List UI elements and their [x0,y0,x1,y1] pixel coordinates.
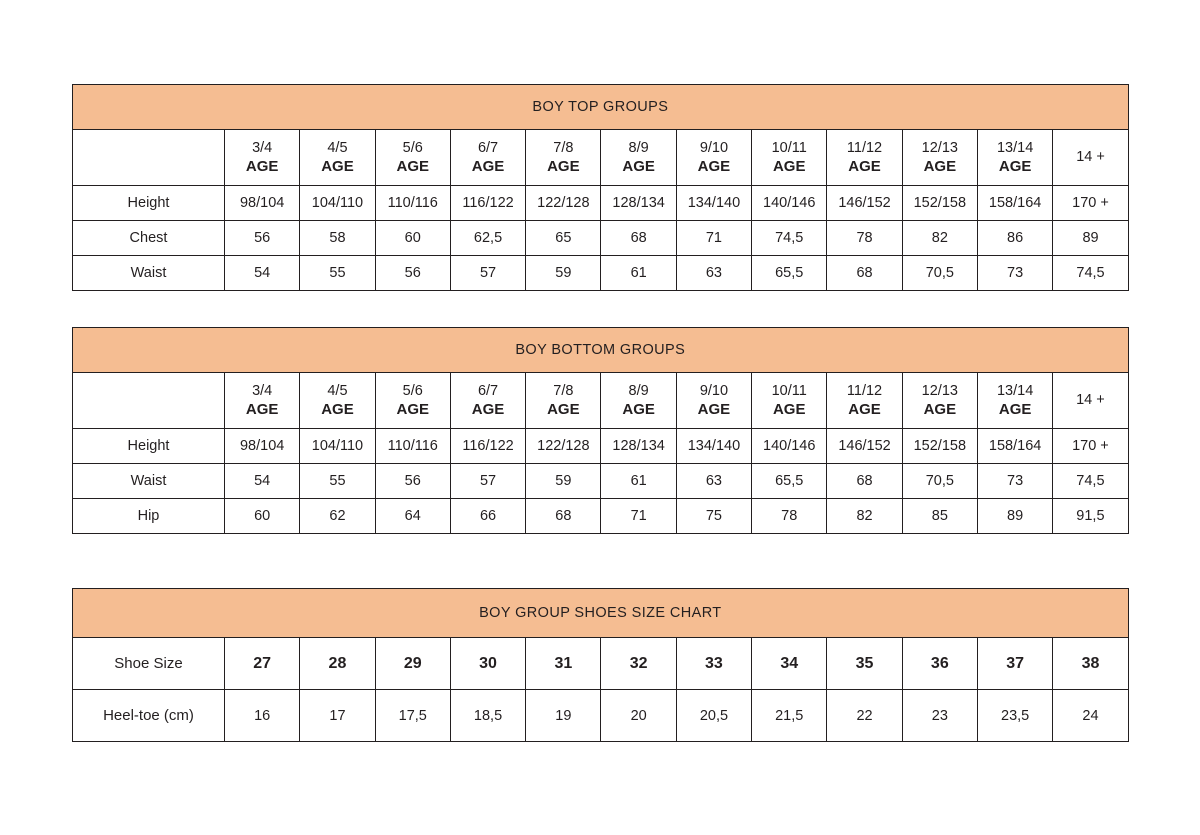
data-cell: 62,5 [450,221,525,256]
data-cell: 28 [300,638,375,690]
data-cell: 60 [225,499,300,534]
data-cell: 23 [902,690,977,742]
column-unit: AGE [697,401,731,419]
data-cell: 57 [450,256,525,291]
row-label: Shoe Size [73,638,225,690]
column-header [902,130,977,186]
table-row [73,638,1129,690]
column-unit: AGE [471,158,505,176]
data-cell: 66 [450,499,525,534]
data-cell: 122/128 [526,186,601,221]
size-chart-page [72,84,1128,742]
data-cell: 68 [827,256,902,291]
data-cell: 98/104 [225,186,300,221]
data-cell: 89 [1053,221,1128,256]
data-cell: 21,5 [752,690,827,742]
data-cell: 74,5 [1053,464,1128,499]
column-unit: AGE [772,158,806,176]
column-header [300,373,375,429]
column-size: 10/11 [771,139,807,156]
data-cell: 71 [601,499,676,534]
data-cell: 31 [526,638,601,690]
table-boy-group-shoes-size-chart [72,588,1129,742]
data-cell: 70,5 [902,464,977,499]
column-header [1053,373,1128,429]
column-size: 10/11 [771,382,807,399]
column-unit: AGE [923,158,957,176]
column-unit: AGE [998,158,1032,176]
table-row [73,429,1129,464]
data-cell: 55 [300,464,375,499]
column-size: 14 + [1076,149,1105,166]
column-size: 6/7 [477,382,499,399]
data-cell: 104/110 [300,186,375,221]
data-cell: 68 [601,221,676,256]
data-cell: 65,5 [752,464,827,499]
column-header [526,373,601,429]
data-cell: 55 [300,256,375,291]
header-corner-cell [73,373,225,429]
data-cell: 17 [300,690,375,742]
data-cell: 140/146 [752,186,827,221]
table-row [73,256,1129,291]
table-row [73,221,1129,256]
column-header [752,130,827,186]
data-cell: 33 [676,638,751,690]
data-cell: 152/158 [902,429,977,464]
column-unit: AGE [547,401,580,419]
data-cell: 73 [977,464,1052,499]
data-cell: 89 [977,499,1052,534]
column-size: 7/8 [553,382,574,399]
column-size: 5/6 [402,139,423,156]
column-header [601,130,676,186]
data-cell: 70,5 [902,256,977,291]
data-cell: 54 [225,256,300,291]
data-cell: 54 [225,464,300,499]
data-cell: 86 [977,221,1052,256]
column-unit: AGE [622,158,655,176]
header-corner-cell [73,130,225,186]
data-cell: 122/128 [526,429,601,464]
column-header [450,130,525,186]
table-boy-bottom-groups [72,327,1129,534]
data-cell: 36 [902,638,977,690]
table-title-row [73,328,1129,373]
column-unit: AGE [547,158,580,176]
data-cell: 18,5 [450,690,525,742]
table-header-row [73,373,1129,429]
data-cell: 75 [676,499,751,534]
data-cell: 56 [225,221,300,256]
row-label: Hip [73,499,225,534]
column-header [375,130,450,186]
data-cell: 140/146 [752,429,827,464]
data-cell: 17,5 [375,690,450,742]
column-header [375,373,450,429]
data-cell: 60 [375,221,450,256]
column-size: 6/7 [477,139,499,156]
column-size: 4/5 [327,139,348,156]
data-cell: 82 [902,221,977,256]
table-row [73,464,1129,499]
column-size: 4/5 [327,382,348,399]
column-header [827,373,902,429]
column-size: 13/14 [996,139,1034,156]
column-header [450,373,525,429]
data-cell: 61 [601,464,676,499]
data-cell: 68 [827,464,902,499]
column-header [225,373,300,429]
data-cell: 19 [526,690,601,742]
table-spacer [72,534,1128,588]
column-header [902,373,977,429]
data-cell: 65 [526,221,601,256]
data-cell: 78 [827,221,902,256]
data-cell: 65,5 [752,256,827,291]
table-title-row [73,589,1129,638]
data-cell: 23,5 [977,690,1052,742]
data-cell: 63 [676,464,751,499]
data-cell: 20,5 [676,690,751,742]
column-size: 13/14 [996,382,1034,399]
row-label: Heel-toe (cm) [73,690,225,742]
column-header [977,130,1052,186]
column-size: 9/10 [699,139,729,156]
data-cell: 20 [601,690,676,742]
column-size: 12/13 [921,382,958,399]
data-cell: 32 [601,638,676,690]
data-cell: 116/122 [450,429,525,464]
table-boy-top-groups [72,84,1129,291]
data-cell: 85 [902,499,977,534]
data-cell: 78 [752,499,827,534]
column-size: 11/12 [846,382,883,399]
column-header [225,130,300,186]
column-unit: AGE [772,401,806,419]
data-cell: 38 [1053,638,1128,690]
data-cell: 134/140 [676,186,751,221]
column-size: 14 + [1076,392,1105,409]
data-cell: 74,5 [752,221,827,256]
column-size: 8/9 [628,139,649,156]
column-unit: AGE [321,158,354,176]
row-label: Height [73,186,225,221]
table-title: BOY GROUP SHOES SIZE CHART [73,589,1129,638]
table-title-row [73,85,1129,130]
column-header [827,130,902,186]
data-cell: 152/158 [902,186,977,221]
data-cell: 34 [752,638,827,690]
column-unit: AGE [245,401,279,419]
table-title: BOY BOTTOM GROUPS [73,328,1129,373]
column-unit: AGE [923,401,957,419]
data-cell: 134/140 [676,429,751,464]
data-cell: 158/164 [977,186,1052,221]
column-size: 5/6 [402,382,423,399]
data-cell: 63 [676,256,751,291]
column-header [526,130,601,186]
data-cell: 30 [450,638,525,690]
column-size: 7/8 [553,139,574,156]
data-cell: 64 [375,499,450,534]
column-header [601,373,676,429]
table-row [73,499,1129,534]
data-cell: 71 [676,221,751,256]
data-cell: 128/134 [601,429,676,464]
column-header [1053,130,1128,186]
data-cell: 128/134 [601,186,676,221]
column-size: 3/4 [252,382,273,399]
data-cell: 82 [827,499,902,534]
column-size: 8/9 [628,382,649,399]
data-cell: 35 [827,638,902,690]
data-cell: 61 [601,256,676,291]
column-unit: AGE [471,401,505,419]
data-cell: 16 [225,690,300,742]
data-cell: 146/152 [827,186,902,221]
data-cell: 146/152 [827,429,902,464]
column-size: 12/13 [921,139,958,156]
column-header [676,373,751,429]
column-unit: AGE [848,401,881,419]
data-cell: 59 [526,464,601,499]
data-cell: 110/116 [375,186,450,221]
data-cell: 29 [375,638,450,690]
column-unit: AGE [848,158,881,176]
data-cell: 158/164 [977,429,1052,464]
data-cell: 59 [526,256,601,291]
data-cell: 91,5 [1053,499,1128,534]
column-header [977,373,1052,429]
data-cell: 98/104 [225,429,300,464]
data-cell: 37 [977,638,1052,690]
column-unit: AGE [321,401,354,419]
column-unit: AGE [697,158,731,176]
column-size: 3/4 [252,139,273,156]
column-header [300,130,375,186]
data-cell: 24 [1053,690,1128,742]
row-label: Chest [73,221,225,256]
column-unit: AGE [622,401,655,419]
column-header [752,373,827,429]
data-cell: 116/122 [450,186,525,221]
table-row [73,690,1129,742]
data-cell: 110/116 [375,429,450,464]
table-spacer [72,291,1128,327]
data-cell: 170 + [1053,429,1128,464]
data-cell: 57 [450,464,525,499]
row-label: Waist [73,256,225,291]
data-cell: 27 [225,638,300,690]
column-unit: AGE [396,401,429,419]
row-label: Waist [73,464,225,499]
data-cell: 56 [375,256,450,291]
data-cell: 58 [300,221,375,256]
column-size: 9/10 [699,382,729,399]
table-title: BOY TOP GROUPS [73,85,1129,130]
data-cell: 73 [977,256,1052,291]
data-cell: 68 [526,499,601,534]
table-header-row [73,130,1129,186]
data-cell: 56 [375,464,450,499]
column-unit: AGE [245,158,279,176]
data-cell: 170 + [1053,186,1128,221]
column-unit: AGE [998,401,1032,419]
data-cell: 74,5 [1053,256,1128,291]
data-cell: 22 [827,690,902,742]
column-unit: AGE [396,158,429,176]
column-size: 11/12 [846,139,883,156]
data-cell: 62 [300,499,375,534]
data-cell: 104/110 [300,429,375,464]
column-header [676,130,751,186]
row-label: Height [73,429,225,464]
table-row [73,186,1129,221]
